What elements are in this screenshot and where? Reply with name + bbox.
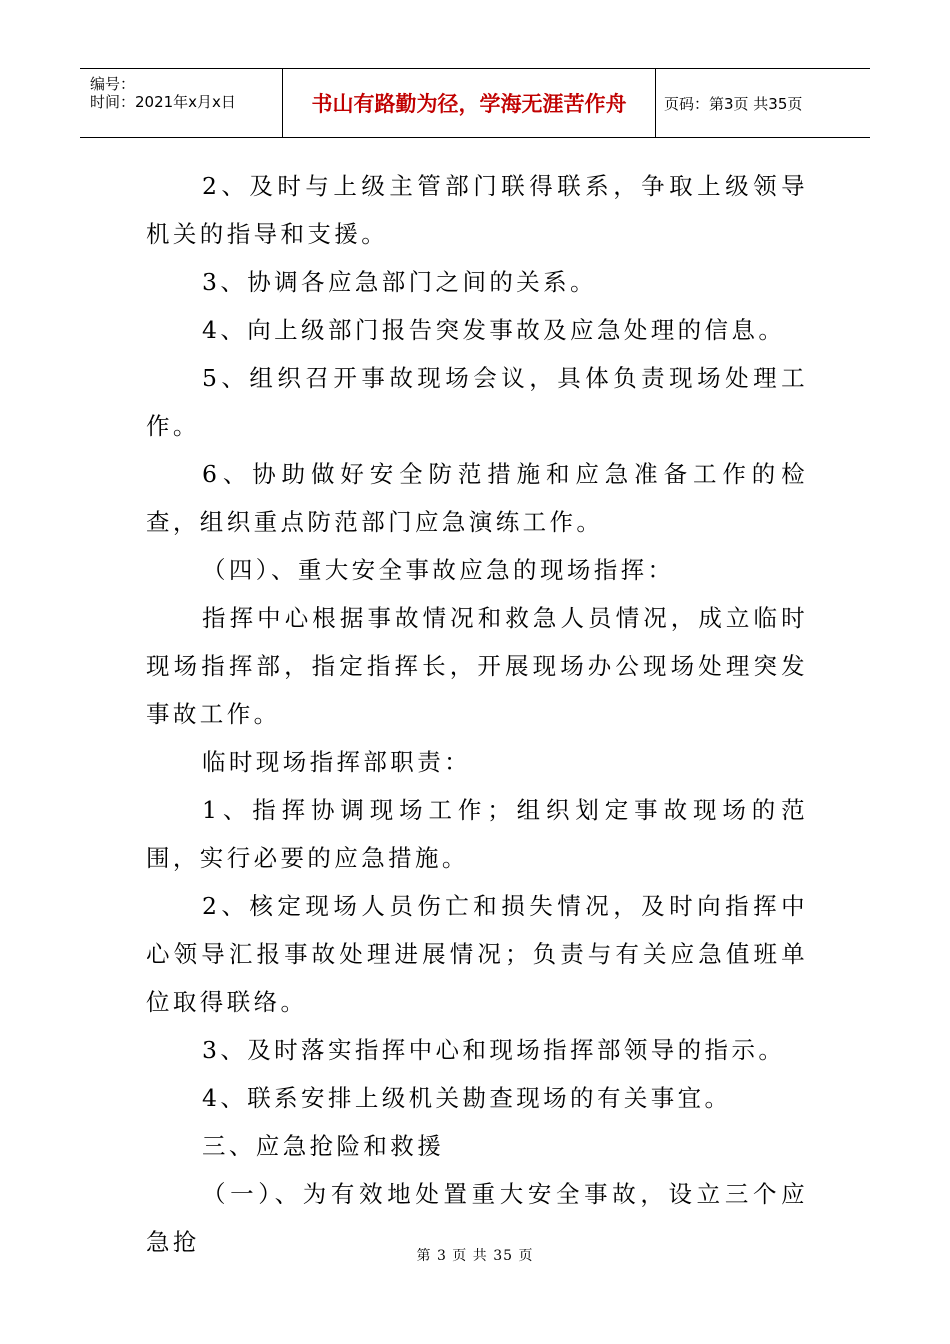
header-slogan: 书山有路勤为径，学海无涯苦作舟 [282, 69, 656, 137]
paragraph: 临时现场指挥部职责： [202, 748, 471, 776]
paragraph: 4、联系安排上级机关勘查现场的有关事宜。 [202, 1084, 732, 1112]
paragraph: 6、协助做好安全防范措施和应急准备工作的检查，组织重点防范部门应急演练工作。 [146, 460, 808, 536]
header-page-info: 页码：第3页 共35页 [664, 94, 803, 113]
paragraph: 2、及时与上级主管部门联得联系，争取上级领导机关的指导和支援。 [146, 172, 808, 248]
document-date: 时间：2021年x月x日 [90, 93, 236, 111]
paragraph: 5、组织召开事故现场会议，具体负责现场处理工作。 [146, 364, 808, 440]
paragraph: 3、及时落实指挥中心和现场指挥部领导的指示。 [202, 1036, 786, 1064]
page-header [80, 68, 870, 138]
paragraph: 1、指挥协调现场工作；组织划定事故现场的范围，实行必要的应急措施。 [146, 796, 808, 872]
section-heading: 三、应急抢险和救援 [202, 1132, 445, 1160]
header-meta [80, 69, 282, 137]
paragraph: 指挥中心根据事故情况和救急人员情况，成立临时现场指挥部，指定指挥长，开展现场办公现场处理突发事故工作。 [146, 604, 808, 728]
paragraph: 3、协调各应急部门之间的关系。 [202, 268, 597, 296]
document-body [146, 162, 808, 1266]
section-heading: （四）、重大安全事故应急的现场指挥： [202, 556, 675, 584]
document-number-label: 编号： [90, 75, 136, 93]
paragraph: 2、核定现场人员伤亡和损失情况，及时向指挥中心领导汇报事故处理进展情况；负责与有关应急值班单位取得联络。 [146, 892, 808, 1016]
paragraph: 4、向上级部门报告突发事故及应急处理的信息。 [202, 316, 786, 344]
paragraph: （一）、为有效地处置重大安全事故，设立三个应急抢 [146, 1180, 808, 1256]
page-footer: 第 3 页 共 35 页 [416, 1248, 534, 1264]
